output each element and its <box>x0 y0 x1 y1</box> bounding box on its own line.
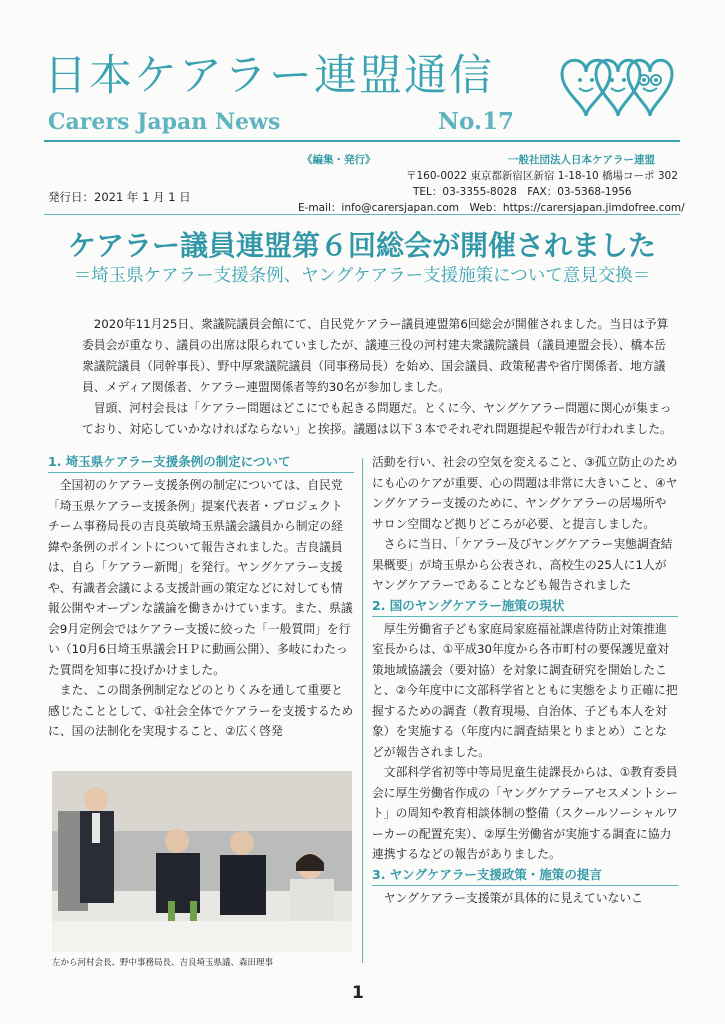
body-paragraph: ヤングケアラー支援策が具体的に見えていないこ <box>383 890 643 905</box>
left-column <box>48 452 354 742</box>
header-divider <box>44 214 680 215</box>
article-headline: ケアラー議員連盟第６回総会が開催されました <box>67 229 656 262</box>
publisher-email-web: E-mail：info@carersjapan.com Web：https://carersjapan.jimdofree.com/ <box>298 202 685 214</box>
body-paragraph: また、この間条例制定などのとりくみを通して重要と感じたこととして、①社会全体でケアラーを支援するために、国の法制化を実現すること、②広く啓発 <box>48 683 354 738</box>
meeting-photo <box>52 771 352 952</box>
newsletter-title: 日本ケアラー連盟通信 <box>44 51 494 101</box>
section-heading-3: 3. ヤングケアラー支援政策・施策の提言 <box>372 865 678 886</box>
publisher-name: 一般社団法人日本ケアラー連盟 <box>508 154 655 166</box>
intro-paragraph: 2020年11月25日、衆議院議員会館にて、自民党ケアラー議員連盟第6回総会が開催されました。当日は予算委員会が重なり、議員の出席は限られていましたが、議連三役の河村建夫衆議院議員（議員連盟会長）、橋本岳衆議院議員（同幹事長）、野中厚衆議院議員（同事務局長）を始め、国会議員、政策秘書や省庁関係者、地方議員、メディア関係者、ケアラー連盟関係者等約30名が参加しました。 <box>82 317 669 394</box>
body-paragraph: 文部科学省初等中等局児童生徒課長からは、①教育委員会に厚生労働省作成の「ヤングケアラーアセスメントシート」の周知や教育相談体制の整備（スクールソーシャルワーカーの配置充実）、②厚生労働省が実施する調査に協力連携するなどの報告がありました。 <box>372 765 679 861</box>
body-paragraph: 全国初のケアラー支援条例の制定については、自民党「埼玉県ケアラー支援条例」提案代表者・プロジェクトチーム事務局長の吉良英敏埼玉県議会議員から制定の経緯や条例のポイントについて報告されました。吉良議員は、自ら「ケアラー新聞」を発行。ヤングケアラー支援や、有識者会議による支援計画の策定などに対しても情報公開やオープンな議論を働きかけています。また、県議会9月定例会ではケアラー支援に絞った「一般質問」を行い（10月6日埼玉県議会ＨＰに動画公開）、多岐にわたった質問を知事に投げかけました。 <box>48 478 353 677</box>
article-subhead: ＝埼玉県ケアラー支援条例、ヤングケアラー支援施策について意見交換＝ <box>73 266 651 286</box>
intro-paragraph: 冒頭、河村会長は「ケアラー問題はどこにでも起きる問題だ。とくに今、ヤングケアラー問題に関心が集まっており、対応していかなければならない」と挨拶。議題は以下３本でそれぞれ問題提起や報告が行われました。 <box>82 401 672 436</box>
issue-date: 発行日：2021 年 1 月 1 日 <box>48 190 191 204</box>
column-divider <box>362 458 363 963</box>
publisher-address: 〒160-0022 東京都新宿区新宿 1-18-10 橋場コーポ 302 <box>406 170 678 182</box>
carers-logo-icon <box>556 52 678 122</box>
photo-caption: 左から河村会長、野中事務局長、吉良埼玉県議、森田理事 <box>52 958 274 968</box>
article-intro <box>82 314 674 440</box>
publisher-tel-fax: TEL：03-3355-8028 FAX：03-5368-1956 <box>413 186 632 198</box>
editor-label: 《編集・発行》 <box>302 154 376 166</box>
page-number: 1 <box>352 983 364 1003</box>
body-paragraph: さらに当日、「ケアラー及びヤングケアラー実態調査結果概要」が埼玉県から公表され、高校生の25人に1人がヤングケアラーであることなども報告されました <box>372 537 673 592</box>
body-paragraph: 厚生労働省子ども家庭局家庭福祉課虐待防止対策推進室長からは、①平成30年度から各市町村の要保護児童対策地域協議会（要対協）を対象に調査研究を開始したこと、②今年度中に文部科学省とともに実態をより正確に把握するための調査（教育現場、自治体、子ども本人を対象）を実施する（年度内に調査結果とりまとめ）ことなどが報告されました。 <box>372 621 678 759</box>
section-heading-1: 1. 埼玉県ケアラー支援条例の制定について <box>48 452 354 473</box>
masthead-rule <box>44 140 680 142</box>
newsletter-title-english: Carers Japan News <box>48 109 281 135</box>
body-paragraph: 活動を行い、社会の空気を変えること、③孤立防止のためにも心のケアが重要、心の問題は非常に大きいこと、④ヤングケアラー支援のために、ヤングケアラーの居場所やサロン空間など拠りどころが必要、と提言しました。 <box>372 455 678 531</box>
issue-number: No.17 <box>438 108 514 135</box>
section-heading-2: 2. 国のヤングケアラー施策の現状 <box>372 596 678 617</box>
right-column <box>372 452 678 908</box>
